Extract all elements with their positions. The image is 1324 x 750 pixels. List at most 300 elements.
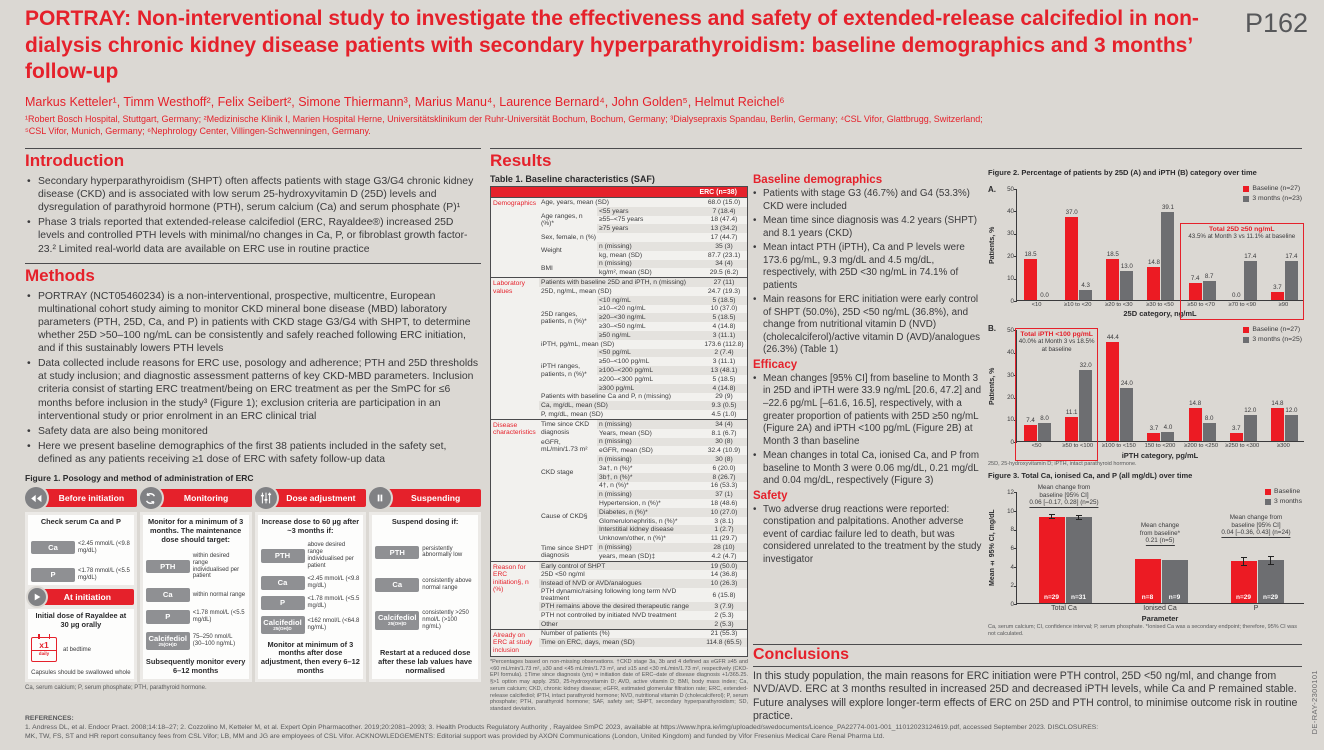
plot-area xyxy=(1007,326,1304,446)
parameter-row xyxy=(261,576,361,590)
table-cell-label: <10 ng/mL xyxy=(599,296,631,304)
table-group xyxy=(539,260,747,278)
table-group-rows xyxy=(597,420,747,438)
table-group-rows xyxy=(539,562,747,629)
table-cell-label: Patients with baseline 25D and iPTH, n (missing) xyxy=(541,279,686,287)
value-label: 8.0 xyxy=(1040,415,1049,423)
table-row xyxy=(597,499,747,508)
table-row xyxy=(539,198,747,207)
results-subheading: Efficacy xyxy=(753,358,798,371)
table-cell-value: 4 (14.8) xyxy=(712,323,736,331)
results-subheading: Baseline demographics xyxy=(753,174,883,186)
bar-group xyxy=(1140,329,1181,441)
bar-3months xyxy=(1038,415,1051,441)
table-cell-label: Unknown/other, n (%)* xyxy=(599,535,666,543)
figure1-column-header xyxy=(255,486,367,510)
table-cell-value: 10 (26.3) xyxy=(710,580,738,588)
parameter-chip: PTH xyxy=(375,546,419,560)
table-group xyxy=(539,410,747,419)
value-label: 7.4 xyxy=(1026,416,1035,424)
legend-swatch xyxy=(1243,337,1249,343)
parameter-chip: PTH xyxy=(261,549,305,563)
table-group xyxy=(539,401,747,410)
figure1-card xyxy=(28,609,134,679)
x-tick-label: ≥200 to <250 xyxy=(1184,443,1219,450)
table-group xyxy=(539,455,747,490)
bar-3months xyxy=(1120,262,1133,300)
table-cell-value: 34 (4) xyxy=(715,260,733,268)
results-bullets xyxy=(753,373,985,488)
highlight-text: 40.0% at Month 3 vs 18.5% at baseline xyxy=(1018,338,1095,353)
table-cell-value: 5 (18.5) xyxy=(712,296,736,304)
parameter-row xyxy=(146,588,246,602)
table-category: Reason for ERC initiation§, n (%) xyxy=(493,563,529,594)
y-tick-mark xyxy=(1014,301,1017,302)
table-cell-label: Instead of NVD or AVD/analogues xyxy=(541,580,642,588)
table-group xyxy=(539,207,747,233)
table-row xyxy=(597,438,747,447)
table-group-rows xyxy=(597,260,747,278)
table-cell-value: 28 (10) xyxy=(713,543,735,551)
table-row xyxy=(597,517,747,526)
x-tick-label: ≥300 xyxy=(1276,443,1290,450)
value-label: 17.4 xyxy=(1285,253,1298,261)
x-tick-label: ≥30 to <50 xyxy=(1146,302,1174,308)
table-section-rows xyxy=(539,630,747,657)
annotation-line: Mean change xyxy=(1140,522,1180,530)
table-cell-value: 34 (4) xyxy=(715,420,733,428)
table-cell-label: 3b†, n (%)* xyxy=(599,473,633,481)
parameter-row xyxy=(261,542,361,570)
value-label: 14.8 xyxy=(1147,258,1161,266)
card-title: Check serum Ca and P xyxy=(40,517,121,527)
table-cell-label: 25D <50 ng/ml xyxy=(541,571,585,579)
table-group xyxy=(539,198,747,207)
bar-baseline xyxy=(1106,250,1119,300)
x-tick-label: ≥20 to <30 xyxy=(1105,302,1133,308)
table-cell-value: 19 (50.0) xyxy=(710,562,738,570)
card-title: Restart at a reduced dose after these lab values have normalised xyxy=(378,648,473,676)
bullet-item: • Here we present baseline demographics of the first 38 patients included in the safety set, defined as any patients receiving ≥1 dose of ERC with safety follow-up data xyxy=(27,440,481,466)
table-cell-label: Age, years, mean (SD) xyxy=(541,198,610,206)
value-label: 14.8 xyxy=(1189,400,1202,408)
table-row xyxy=(539,611,747,620)
legend-label: Baseline (n=27) xyxy=(1252,185,1301,192)
dose-frequency-row xyxy=(31,637,131,662)
table-cell-value: 8 (26.7) xyxy=(712,473,736,481)
parameter-row xyxy=(375,578,475,592)
authors: Markus Ketteler¹, Timm Westhoff², Felix Seibert², Simone Thiermann³, Marius Manu⁴, Laurence Bernard⁴, John Golden⁵, Helmut Reichel⁶ xyxy=(25,95,785,109)
bar-group xyxy=(1017,491,1113,603)
x-axis-labels xyxy=(1016,301,1324,308)
table-cell-label: PTH dynamic/raising following long term NVD treatment xyxy=(541,588,677,603)
bullet-item: • Phase 3 trials reported that extended-release calcifediol (ERC, Rayaldee®) increased 25D levels and controlled PTH levels with minimal/no changes in Ca, P, or fibroblast growth factor-23.² Limited real-world data are available on ERC use in routine practice xyxy=(27,216,481,255)
methods-bullets xyxy=(25,290,481,466)
bar-3months xyxy=(1203,415,1216,441)
error-bar xyxy=(1243,557,1244,565)
y-tick-label: 12 xyxy=(1007,488,1014,496)
parameter-desc: 75–250 nmol/L (30–100 ng/mL) xyxy=(192,634,236,648)
table-cell-value: 2 (5.3) xyxy=(714,611,734,619)
y-tick-mark xyxy=(1014,442,1017,443)
table-cell-label: ≥50–<100 pg/mL xyxy=(599,358,650,366)
table-section xyxy=(491,197,747,277)
bar-group xyxy=(1017,188,1058,300)
error-bar xyxy=(1270,556,1271,565)
annotation xyxy=(1140,522,1180,546)
table-row xyxy=(597,268,747,277)
table-subcategory: Time since CKD diagnosis xyxy=(541,421,590,436)
table-row xyxy=(539,620,747,629)
bar-group xyxy=(1140,188,1181,300)
left-column xyxy=(25,148,481,691)
n-label: n=8 xyxy=(1141,594,1154,602)
legend-item xyxy=(1265,488,1302,495)
error-bar xyxy=(1051,514,1052,519)
table-cell-value: 1 (2.7) xyxy=(714,526,734,534)
table-cell-value: 173.6 (112.8) xyxy=(704,340,744,348)
bar-baseline xyxy=(1147,425,1160,441)
bar-group xyxy=(1099,188,1140,300)
figure1-column xyxy=(369,486,481,682)
parameter-desc: persistently abnormally low xyxy=(422,545,463,559)
y-tick-label: 10 xyxy=(1007,275,1014,283)
bar-3months xyxy=(1162,560,1188,603)
table-cell-value: 4.2 (4.7) xyxy=(711,552,737,560)
table-cell-value: 3 (7.9) xyxy=(714,603,734,611)
table-cell-label: n (missing) xyxy=(599,455,632,463)
table-row xyxy=(597,366,747,375)
calendar-icon xyxy=(31,637,57,662)
table-cell-label: Time on ERC, days, mean (SD) xyxy=(541,639,635,647)
table-group-rows xyxy=(539,340,747,349)
bar-baseline xyxy=(1024,250,1037,300)
figures-column xyxy=(988,168,1304,641)
parameter-desc: <1.78 mmol/L (<5.5 mg/dL) xyxy=(78,568,130,582)
parameter-desc: consistently >250 nmol/L (>100 ng/mL) xyxy=(422,610,469,630)
y-tick-label: 10 xyxy=(1007,416,1014,424)
x-tick-label: ≥10 to <20 xyxy=(1063,302,1092,308)
annotation-line xyxy=(1140,537,1180,546)
parameter-chip: P xyxy=(261,596,305,610)
x-tick-label: P xyxy=(1253,605,1259,613)
table-cell-label: ≥50 ng/mL xyxy=(599,331,631,339)
table-row xyxy=(597,473,747,482)
table-row xyxy=(597,552,747,561)
references-line2: MK, TW, FS, ST and HR report consultancy fees from CSL Vifor; LB, MM and JG are employees of CSL Vifor. ACKNOWLEDGEMENTS: Editorial support was provided by AXON Communications (London, United Kingdom) and funded by Vifor Fresenius Medical Care Renal Pharma Ltd. xyxy=(25,733,885,741)
table-group-rows xyxy=(597,207,747,233)
table-cell-label: Interstitial kidney disease xyxy=(599,526,674,534)
parameter-chip: Ca xyxy=(146,588,190,602)
bar-baseline xyxy=(1135,559,1161,603)
bar-group xyxy=(1182,329,1223,441)
y-tick-label: 50 xyxy=(1007,326,1014,334)
value-label: 32.0 xyxy=(1079,361,1092,369)
table1-column-header: ERC (n=38) xyxy=(491,187,747,197)
introduction-heading: Introduction xyxy=(25,151,125,170)
legend xyxy=(1243,326,1302,346)
value-label: 37.0 xyxy=(1065,209,1078,217)
table-cell-value: 4.5 (1.0) xyxy=(711,411,737,419)
table-row xyxy=(597,251,747,260)
table-group-rows xyxy=(597,296,747,340)
parameter-row xyxy=(375,546,475,560)
y-tick-label: 20 xyxy=(1007,252,1014,260)
value-label: 3.7 xyxy=(1231,425,1241,433)
table-cell-value: 2 (5.3) xyxy=(714,620,734,628)
table-cell-value: 6 (20.0) xyxy=(712,464,736,472)
parameter-desc: within desired range individualised per patient xyxy=(192,552,240,580)
table-cell-label: <55 years xyxy=(599,207,629,215)
parameter-row xyxy=(375,610,475,631)
n-label: n=29 xyxy=(1236,594,1251,602)
table-group xyxy=(539,630,747,648)
table-group xyxy=(539,242,747,260)
figure1-card xyxy=(258,515,364,679)
table-group xyxy=(539,562,747,629)
table-cell-value: 18 (48.6) xyxy=(710,499,738,507)
value-label: 4.0 xyxy=(1163,424,1173,432)
value-label: 7.4 xyxy=(1190,275,1200,283)
chart-fig3 xyxy=(988,482,1304,623)
table-cell-label: 25D, ng/mL, mean (SD) xyxy=(541,287,612,295)
table-cell-value: 30 (8) xyxy=(715,456,733,463)
figure3-title: Figure 3. Total Ca, ionised Ca, and P (all mg/dL) over time xyxy=(988,471,1193,481)
y-tick-label: 50 xyxy=(1007,185,1014,193)
table-cell-label: n (missing) xyxy=(599,438,632,446)
results-bullets xyxy=(753,504,985,567)
table-cell-label: kg, mean (SD) xyxy=(599,251,643,259)
table-group-rows xyxy=(539,401,747,410)
table-row xyxy=(597,508,747,517)
parameter-chip-sub: 25(OH)D xyxy=(388,621,407,627)
parameter-desc: above desired range individualised per patient xyxy=(307,542,354,569)
table-section xyxy=(491,277,747,419)
value-label: 17.4 xyxy=(1244,253,1257,261)
table-section-rows xyxy=(539,198,747,277)
bar-group xyxy=(1058,329,1099,441)
bar-group xyxy=(1182,188,1223,300)
table-row xyxy=(597,216,747,225)
table-subcategory: Time since SHPT diagnosis xyxy=(541,544,593,559)
bar-baseline xyxy=(1147,258,1161,300)
table-cell-value: 68.0 (15.0) xyxy=(707,198,741,206)
table-row xyxy=(597,375,747,384)
figure1-column-body xyxy=(255,512,367,682)
table-group-rows xyxy=(597,349,747,393)
annotation-line xyxy=(1221,529,1290,538)
table-group-rows xyxy=(597,490,747,543)
figure1-column-header xyxy=(140,486,252,510)
legend-item xyxy=(1243,326,1302,333)
table-cell-label: n (missing) xyxy=(599,491,632,499)
figure1-column-body xyxy=(140,512,252,682)
table-cell-value: 7 (18.4) xyxy=(712,207,736,215)
table-cell-value: 29.5 (6.2) xyxy=(709,269,739,277)
table-cell-label: ≥300 pg/mL xyxy=(599,384,635,392)
legend-swatch xyxy=(1243,196,1249,202)
table-cell-value: 9.3 (0.5) xyxy=(711,402,737,410)
legend-label: 3 months xyxy=(1274,498,1302,506)
card-title: Suspend dosing if: xyxy=(391,517,459,527)
y-axis-title: Patients, % xyxy=(989,367,996,406)
table-row xyxy=(539,638,747,647)
parameter-chip: Calcifediol 25(OH)D xyxy=(146,632,190,650)
annotation-value: 0.04 [–0.36, 0.43] (n=24) xyxy=(1221,529,1291,537)
table-cell-value: 87.7 (23.1) xyxy=(707,251,741,259)
table-section xyxy=(491,629,747,657)
annotation-line xyxy=(1029,499,1098,508)
y-tick-label: 30 xyxy=(1007,230,1014,238)
table-cell-label: <50 pg/mL xyxy=(599,349,631,357)
highlight-title: Total iPTH <100 pg/mL xyxy=(1020,331,1093,339)
table-cell-label: n (missing) xyxy=(599,543,632,551)
table-group xyxy=(539,490,747,543)
value-label: 3.7 xyxy=(1149,425,1159,433)
bullet-item: • Mean time since diagnosis was 4.2 years (SHPT) and 8.1 years (CKD) xyxy=(753,215,985,240)
y-tick-label: 40 xyxy=(1007,207,1014,215)
value-label: 18.5 xyxy=(1024,250,1037,258)
table-row xyxy=(597,305,747,314)
table-cell-label: PTH remains above the desired therapeutic range xyxy=(541,603,689,610)
bar-3months xyxy=(1079,282,1092,300)
affiliations-line2: ⁵CSL Vifor, Munich, Germany; ⁶Nephrology Center, Villingen-Schwenningen, Germany. xyxy=(25,126,371,137)
table-cell-value: 3 (11.1) xyxy=(712,331,736,339)
conclusions-section xyxy=(753,644,1302,724)
table-cell-label: Early control of SHPT xyxy=(541,562,606,570)
y-tick-label: 30 xyxy=(1007,371,1014,379)
table-category: Demographics xyxy=(493,200,537,207)
table-cell-label: ≥10–<20 ng/mL xyxy=(599,305,646,313)
parameter-chip: Ca xyxy=(31,541,75,555)
bar-baseline xyxy=(1271,283,1284,300)
bar-baseline xyxy=(1230,425,1243,441)
x-axis-title: Parameter xyxy=(1141,614,1179,624)
legend-item xyxy=(1265,498,1302,505)
parameter-desc: <1.78 mmol/L (<5.5 mg/dL) xyxy=(307,596,360,609)
figure1-card xyxy=(143,515,249,679)
bar-baseline xyxy=(1065,408,1078,442)
table-row xyxy=(597,543,747,552)
bar-group xyxy=(1017,329,1058,441)
annotation-line: from baseline* xyxy=(1139,529,1181,537)
table-group xyxy=(539,287,747,296)
panel-label: B. xyxy=(988,324,996,334)
figure1-column xyxy=(25,486,137,682)
figure1-header-label: Monitoring xyxy=(157,489,252,507)
table-row xyxy=(597,349,747,358)
highlight-text: 43.5% at Month 3 vs 11.1% at baseline xyxy=(1188,233,1296,240)
table-row xyxy=(539,579,747,588)
x-tick-label: Total Ca xyxy=(1051,605,1077,613)
bar-group xyxy=(1113,491,1209,603)
table-row xyxy=(597,490,747,499)
figure1-column-header xyxy=(25,486,137,510)
table-row xyxy=(597,260,747,269)
table-row xyxy=(597,534,747,543)
parameter-desc: within normal range xyxy=(192,591,246,598)
figure1-header-label: Dose adjustment xyxy=(272,489,367,507)
table-row xyxy=(539,278,747,287)
table1 xyxy=(490,174,748,713)
table-cell-label: Ca, mg/dL, mean (SD) xyxy=(541,402,608,410)
divider xyxy=(490,148,1302,149)
bullet-item: • Secondary hyperparathyroidism (SHPT) often affects patients with stage G3/G4 chronic kidney disease (CKD) and is associated with low serum 25-hydroxyvitamin D (25D) levels and dysregulation of parathyroid hormone (PTH), serum calcium (Ca) and serum phosphate (P)¹ xyxy=(27,175,481,214)
card-note: Capsules should be swallowed whole xyxy=(31,670,131,677)
bar-3months xyxy=(1285,253,1298,300)
value-label: 3.7 xyxy=(1273,283,1282,291)
x-tick-label: ≥250 to <300 xyxy=(1225,443,1260,450)
references-line1: 1. Andress DL, et al. Endocr Pract. 2008;14:18–27; 2. Cozzolino M, Ketteler M, et al. Expert Opin Pharmacother. 2019;20:2081–2093; 3. Health Products Regulatory Authority , Rayaldee SmPC 2023, available at https://www.hpra.ie/img/uploaded/swedocuments/Licence_PA22774-001-001_11012023124619.pdf, accessed September 2023. DISCLOSURES: xyxy=(25,724,1099,732)
table-row xyxy=(539,570,747,579)
table-group-rows xyxy=(539,410,747,419)
dose-frequency: daily xyxy=(32,650,56,656)
table-row xyxy=(597,482,747,491)
figure1-column xyxy=(140,486,252,682)
parameter-row xyxy=(146,553,246,581)
parameter-chip: P xyxy=(146,610,190,624)
y-axis-title: Patients, % xyxy=(989,226,996,264)
bar-baseline xyxy=(1231,561,1257,603)
figure1-header-label: Suspending xyxy=(386,489,481,507)
error-bar xyxy=(1078,515,1079,520)
legend-item xyxy=(1243,195,1302,202)
parameter-desc: <2.45 mmol/L (<9.8 mg/dL) xyxy=(307,575,360,589)
table-row xyxy=(597,464,747,473)
table-row xyxy=(597,296,747,305)
y-axis-title: Mean ± 95% CI, mg/dL xyxy=(989,510,996,587)
x-tick-label: ≥70 to <90 xyxy=(1228,302,1257,308)
parameter-chip: Ca xyxy=(375,578,419,592)
annotation xyxy=(1029,484,1098,508)
table-section-rows xyxy=(539,278,747,419)
value-label: 14.8 xyxy=(1271,400,1284,408)
annotation-line: Mean change from xyxy=(1229,514,1283,522)
figure1-card xyxy=(372,515,478,679)
x-axis-labels xyxy=(1016,604,1324,613)
parameter-row xyxy=(31,568,131,582)
table-section-rows xyxy=(539,420,747,561)
legend-item xyxy=(1243,336,1302,343)
x-axis-labels xyxy=(1016,442,1324,449)
figure3-footnote: Ca, serum calcium; CI, confidence interval; P, serum phosphate. *Ionised Ca was a secondary endpoint; therefore, 95% CI was not calculated. xyxy=(988,624,1297,637)
results-bullets xyxy=(753,188,985,357)
table-cell-value: 32.4 (10.9) xyxy=(707,447,741,455)
table-row xyxy=(597,525,747,534)
table-cell-label: 3a†, n (%)* xyxy=(599,464,633,472)
table-cell-label: iPTH, pg/mL, mean (SD) xyxy=(541,340,615,348)
table-cell-label: kg/m², mean (SD) xyxy=(599,269,652,277)
parameter-chip: Calcifediol 25(OH)D xyxy=(375,611,419,629)
table-cell-label: 4†, n (%)* xyxy=(599,482,629,490)
figure1-footnote: Ca, serum calcium; P, serum phosphate; PTH, parathyroid hormone. xyxy=(25,685,207,692)
figure1-column-header xyxy=(369,486,481,510)
table-category: Already on ERC at study inclusion xyxy=(493,631,533,654)
table-cell-label: Other xyxy=(541,620,558,628)
n-label: n=29 xyxy=(1263,594,1278,602)
card-title: Subsequently monitor every 6–12 months xyxy=(145,657,246,676)
table-cell-label: n (missing) xyxy=(599,420,632,428)
refresh-icon xyxy=(140,487,162,509)
document-code: DE-RAY-2300101 xyxy=(1310,669,1319,734)
table-cell-value: 14 (36.8) xyxy=(710,571,738,579)
x-tick-label: Ionised Ca xyxy=(1143,605,1177,613)
bar-3months xyxy=(1161,204,1175,300)
y-tick-label: 0 xyxy=(1010,297,1014,305)
table1-body xyxy=(490,186,748,657)
table-group xyxy=(539,420,747,438)
parameter-desc: consistently above normal range xyxy=(422,577,472,591)
